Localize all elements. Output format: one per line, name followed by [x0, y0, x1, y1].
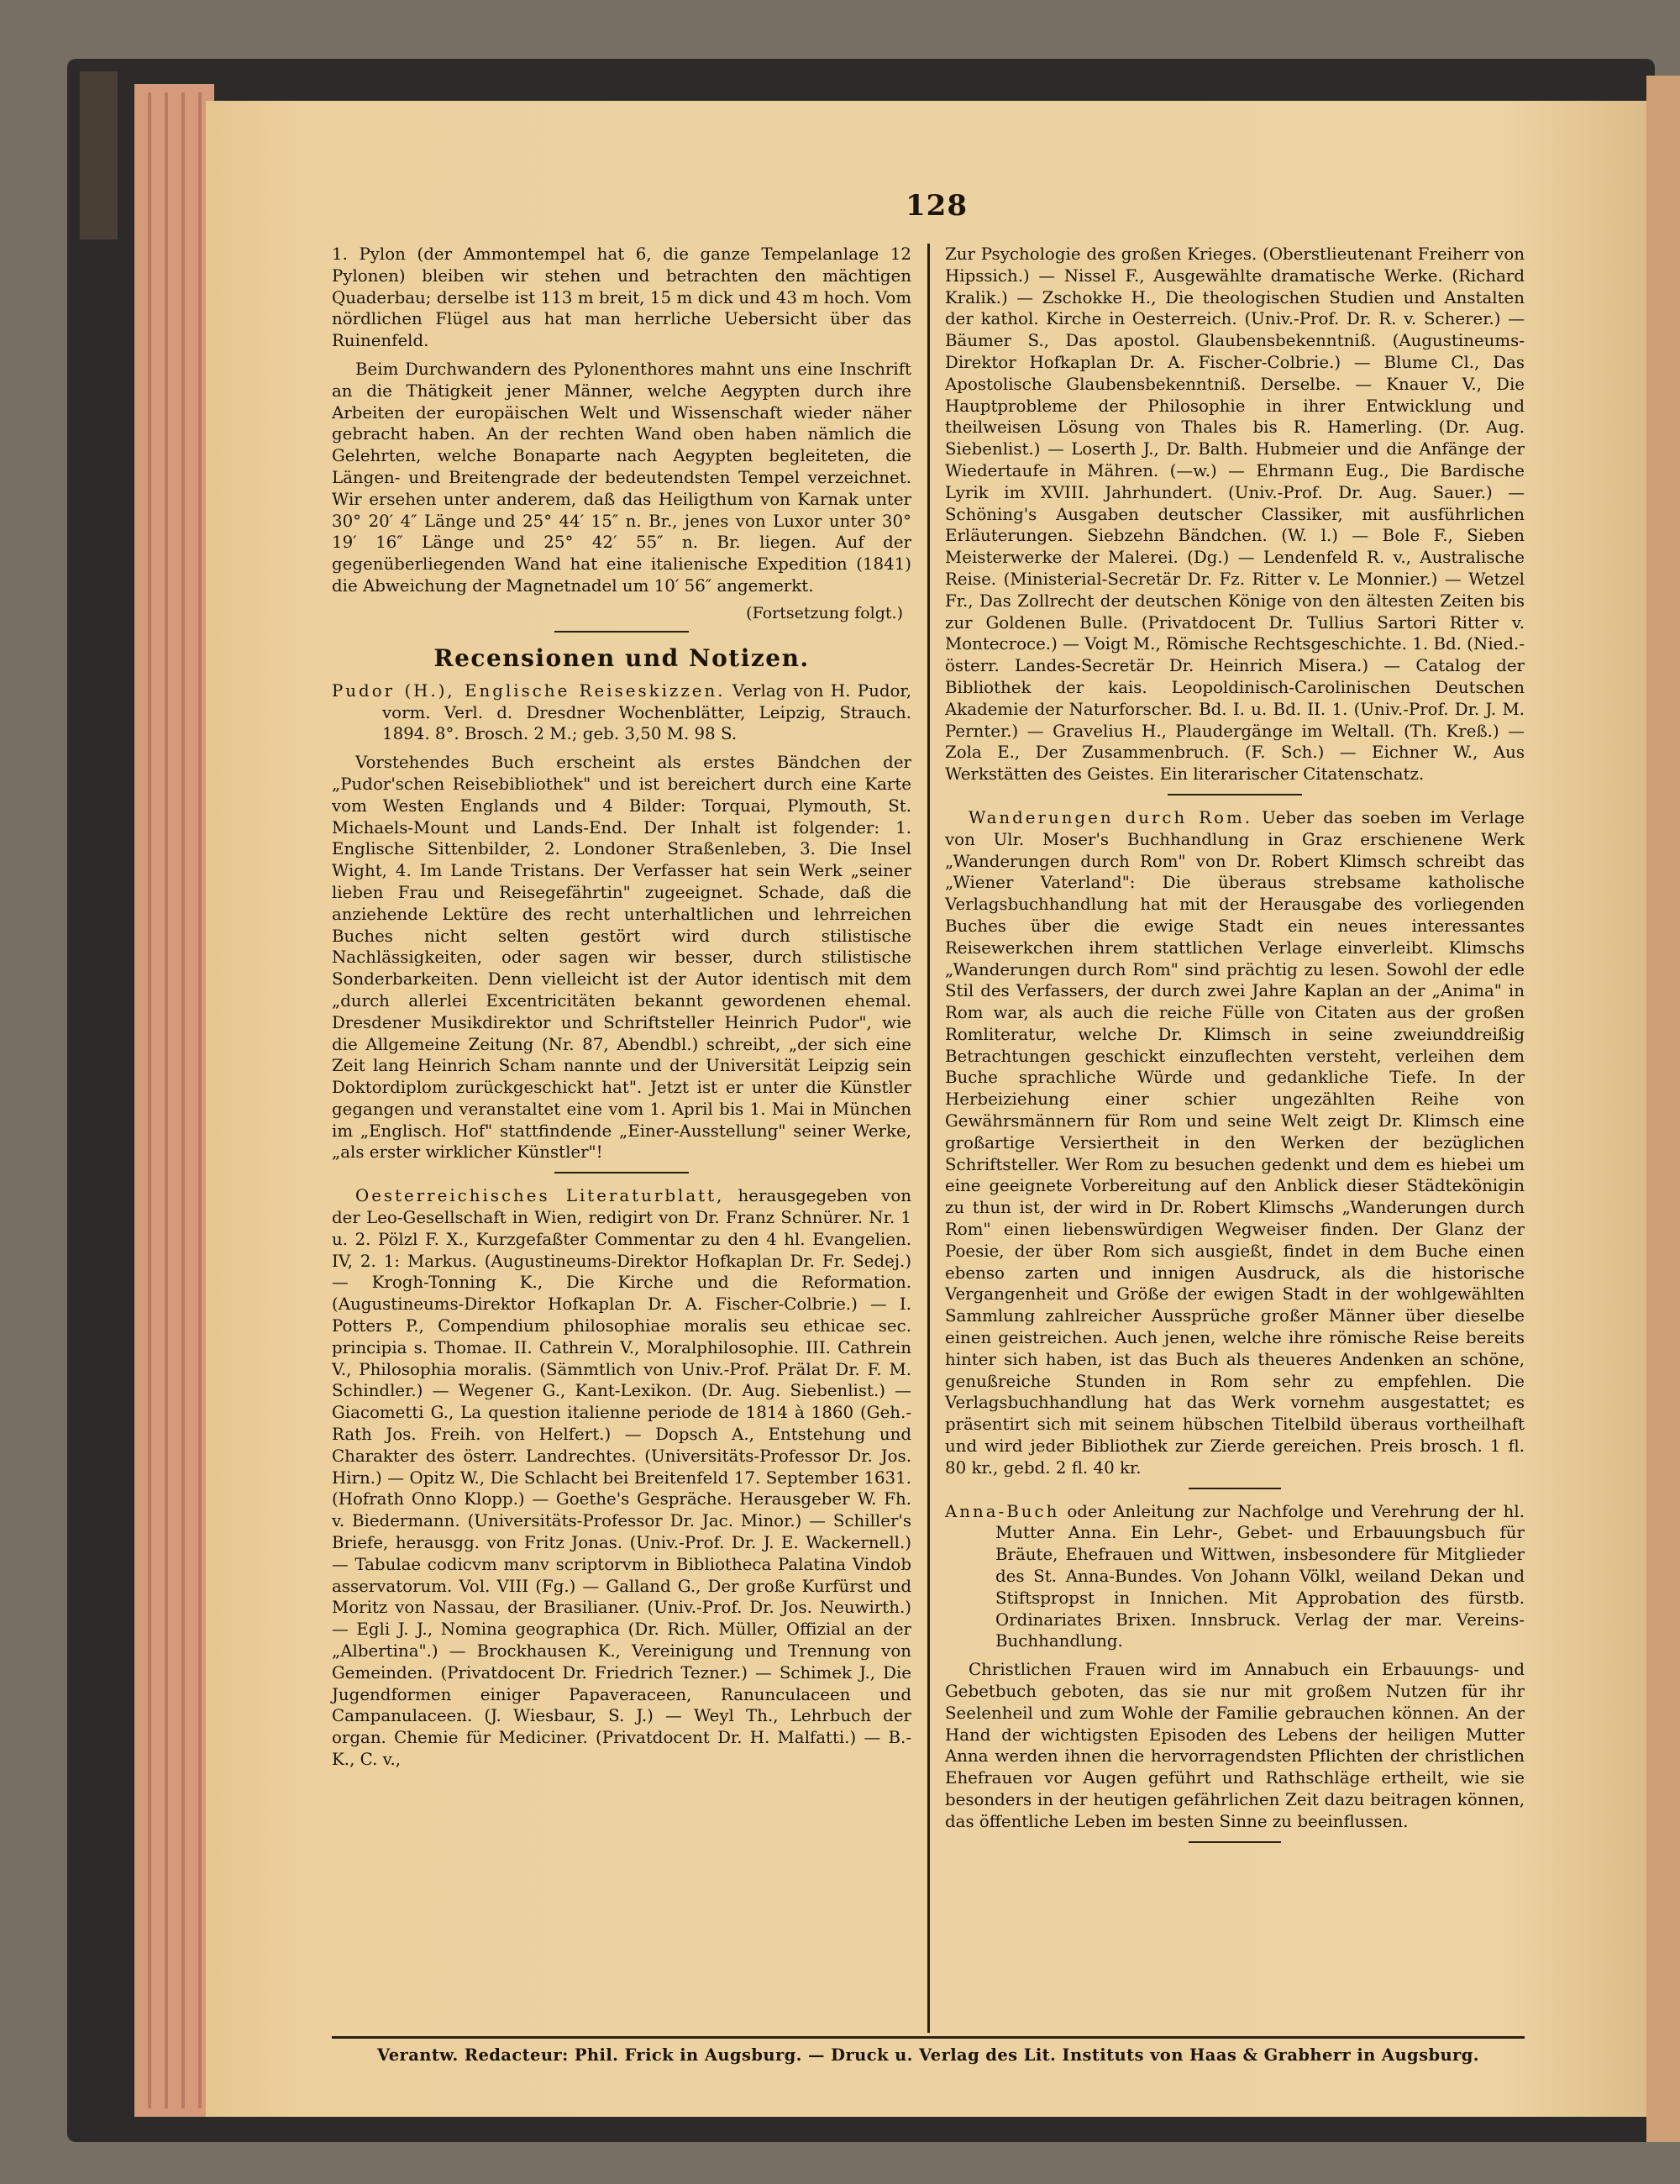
footer-rule	[332, 2036, 1525, 2039]
review-anna-header	[945, 1501, 1525, 1653]
section-heading: Recensionen und Notizen.	[433, 643, 810, 672]
review-bibliography: oder Anleitung zur Nachfolge und Verehrung der hl. Mutter Anna. Ein Lehr-, Gebet- und Erbauungsbuch für Bräute, Ehefrauen und Wittwen, insbesondere für Mitglieder des St. Anna-Bundes. Von Johann Völkl, weiland Dekan und Stiftspropst in Innichen. Mit Approbation des fürstb. Ordinariates Brixen. Innsbruck. Verlag der mar. Vereins-Buchhandlung.	[995, 1501, 1525, 1651]
continuation-note: (Fortsetzung folgt.)	[746, 603, 903, 622]
review-body: Ueber das soeben im Verlage von Ulr. Moser's Buchhandlung in Graz erschienene Werk „Wanderungen durch Rom" von Dr. Robert Klimsch schreibt das „Wiener Vaterland": Die überaus strebsame katholische Verlagsbuchhandlung hat mit der Herausgabe des vorliegenden Buches über die ewige Stadt ein neues interessantes Reisewerkchen ihrem stattlichen Verlage einverleibt. Klimschs „Wanderungen durch Rom" sind prächtig zu lesen. Sowohl der edle Stil des Verfassers, der durch zwei Jahre Kaplan an der „Anima" in Rom war, als auch die reiche Fülle von Citaten aus der großen Romliteratur, welche Dr. Klimsch in seine zweiunddreißig Betrachtungen geschickt einzuflechten versteht, verleihen dem Buche sprachliche Würde und gedankliche Tiefe. In der Herbeiziehung einer schier ungezählten Reihe von Gewährsmännern für Rom und seine Welt zeigt Dr. Klimsch eine großartige Versiertheit in den Werken der bezüglichen Schriftsteller. Wer Rom zu besuchen gedenkt und dem es hiebei um eine geeignete Vorbereitung auf den Anblick dieser Städtekönigin zu thun ist, der wird in Dr. Robert Klimschs „Wanderungen durch Rom" einen liebenswürdigen Wegweiser finden. Der Glanz der Poesie, der über Rom sich ausgießt, findet in dem Buche einen ebenso zarten und innigen Ausdruck, als die historische Vergangenheit und Größe der ewigen Stadt in der wohlgewählten Sammlung zahlreicher Aussprüche großer Männer über dieselbe einen geistreichen. Auch jenen, welche ihre römische Reise bereits hinter sich haben, ist das Buch als theueres Andenken an schöne, genußreiche Stunden in Rom sehr zu empfehlen. Die Verlagsbuchhandlung hat das Werk vornehm ausgestattet; es präsentirt sich mit seinem hübschen Titelbild überaus vortheilhaft und wird jeder Bibliothek zur Zierde gereichen. Preis brosch. 1 fl. 80 kr., gebd. 2 fl. 40 kr.	[945, 807, 1525, 1478]
review-divider	[554, 1172, 689, 1173]
imprint-footer: Verantw. Redacteur: Phil. Frick in Augsburg. — Druck u. Verlag des Lit. Instituts von Haas & Grabherr in Augsburg.	[377, 2045, 1479, 2065]
review-pudor-body: Vorstehendes Buch erscheint als erstes Bändchen der „Pudor'schen Reisebibliothek" und ist bereichert durch eine Karte vom Westen Englands und 4 Bilder: Torquai, Plymouth, St. Michaels-Mount und Lands-End. Der Inhalt ist folgender: 1. Englische Sittenbilder, 2. Londoner Straßenleben, 3. Die Insel Wight, 4. Im Lande Tristans. Der Verfasser hat sein Werk „seiner lieben Frau und Reisegefährtin" zugeeignet. Schade, daß die anziehende Lektüre des recht unterhaltlichen und lehrreichen Buches nicht selten gestört wird durch stilistische Nachlässigkeiten, oder sagen wir besser, durch stilistische Sonderbarkeiten. Denn vielleicht ist der Autor identisch mit dem „durch allerlei Excentricitäten bekannt gewordenen ehemal. Dresdener Musikdirektor und Schriftsteller Heinrich Pudor", wie die Allgemeine Zeitung (Nr. 87, Abendbl.) schreibt, „der sich eine Zeit lang Heinrich Scham nannte und der Universität Leipzig sein Doktordiplom zurückgeschickt hat". Jetzt ist er unter die Künstler gegangen und veranstaltet eine vom 1. April bis 1. Mai in München im „Englisch. Hof" stattfindende „Einer-Ausstellung" seiner Werke, „als erster wirklicher Künstler"!	[332, 753, 911, 1163]
review-title: Pudor (H.), Englische Reiseskizzen.	[332, 680, 726, 701]
review-anna-body: Christlichen Frauen wird im Annabuch ein Erbauungs- und Gebetbuch geboten, das sie nur mit großem Nutzen für ihr Seelenheil und zum Wohle der Familie gebrauchen können. An der Hand der wichtigsten Episoden des Lebens der heiligen Mutter Anna werden ihnen die hervorragendsten Pflichten der christlichen Ehefrauen vor Augen geführt und Rathschläge ertheilt, wie sie besonders in der heutigen gefährlichen Zeit dazu beitragen können, das öffentliche Leben im besten Sinne zu beeinflussen.	[945, 1660, 1525, 1831]
review-contents: herausgegeben von der Leo-Gesellschaft in Wien, redigirt von Dr. Franz Schnürer. Nr. 1 u. 2. Pölzl F. X., Kurzgefaßter Commentar zu den 4 hl. Evangelien. IV, 2. 1: Markus. (Augustineums-Direktor Hofkaplan Dr. Fr. Sedej.) — Krogh-Tonning K., Die Kirche und die Reformation. (Augustineums-Direktor Hofkaplan Dr. A. Fischer-Colbrie.) — I. Potters P., Compendium philosophiae moralis seu ethicae sec. principia s. Thomae. II. Cathrein V., Moralphilosophie. III. Cathrein V., Philosophia moralis. (Sämmtlich von Univ.-Prof. Prälat Dr. F. M. Schindler.) — Wegener G., Kant-Lexikon. (Dr. Aug. Siebenlist.) — Giacometti G., La question italienne periode de 1814 à 1860 (Geh.-Rath Jos. Freih. von Helfert.) — Dopsch A., Entstehung und Charakter des österr. Landrechtes. (Universitäts-Professor Dr. Jos. Hirn.) — Opitz W., Die Schlacht bei Breitenfeld 17. September 1631. (Hofrath Onno Klopp.) — Goethe's Gespräche. Herausgeber W. Fh. v. Biedermann. (Universitäts-Professor Dr. Jac. Minor.) — Schiller's Briefe, herausgg. von Fritz Jonas. (Univ.-Prof. Dr. J. E. Wackernell.) — Tabulae codicvm manv scriptorvm in Bibliotheca Palatina Vindob asservatorum. Vol. VIII (Fg.) — Galland G., Der große Kurfürst und Moritz von Nassau, der Brasilianer. (Univ.-Prof. Dr. Jos. Neuwirth.) — Egli J. J., Nomina geographica (Dr. Rich. Müller, Offizial an der „Albertina".) — Brockhausen K., Vereinigung und Trennung von Gemeinden. (Privatdocent Dr. Friedrich Tezner.) — Schimek J., Die Jugendformen einiger Papaveraceen, Ranunculaceen und Campanulaceen. (J. Wiesbaur, S. J.) — Weyl Th., Lehrbuch der organ. Chemie für Mediciner. (Privatdocent Dr. H. Malfatti.) — B.-K., C. v.,	[332, 1186, 911, 1769]
book-page	[214, 109, 1630, 2125]
right-column	[945, 244, 1525, 1855]
review-title: Wanderungen durch Rom.	[969, 807, 1253, 827]
review-divider	[1168, 794, 1302, 795]
review-title: Anna-Buch	[945, 1501, 1060, 1521]
left-column	[332, 244, 911, 1777]
article-continuation-paragraph: 1. Pylon (der Ammontempel hat 6, die ganze Tempelanlage 12 Pylonen) bleiben wir stehen und betrachten den mächtigen Quaderbau; derselbe ist 113 m breit, 15 m dick und 43 m hoch. Vom nördlichen Flügel aus hat man herrliche Uebersicht über das Ruinenfeld.	[332, 244, 911, 351]
end-divider	[1189, 1841, 1281, 1843]
review-literaturblatt	[332, 1185, 911, 1771]
review-pudor-header	[332, 680, 911, 745]
section-divider	[554, 631, 689, 633]
review-bibliography: Verlag von H. Pudor, vorm. Verl. d. Dresdner Wochenblätter, Leipzig, Strauch. 1894. 8°. Brosch. 2 M.; geb. 3,50 M. 98 S.	[382, 680, 911, 744]
review-rom	[945, 807, 1525, 1479]
column-rule	[927, 244, 930, 2033]
review-literaturblatt-continued: Zur Psychologie des großen Krieges. (Oberstlieutenant Freiherr von Hipssich.) — Nissel F., Ausgewählte dramatische Werke. (Richard Kralik.) — Zschokke H., Die theologischen Studien und Anstalten der kathol. Kirche in Oesterreich. (Univ.-Prof. Dr. R. v. Scherer.) — Bäumer S., Das apostol. Glaubensbekenntniß. (Augustineums-Direktor Hofkaplan Dr. A. Fischer-Colbrie.) — Blume Cl., Das Apostolische Glaubensbekenntniß. Derselbe. — Knauer V., Die Hauptprobleme der Philosophie in ihrer Entwicklung und theilweisen Lösung von Thales bis R. Hamerling. (Dr. Aug. Siebenlist.) — Loserth J., Dr. Balth. Hubmeier und die Anfänge der Wiedertaufe in Mähren. (—w.) — Ehrmann Eug., Die Bardische Lyrik im XVIII. Jahrhundert. (Univ.-Prof. Dr. Aug. Sauer.) — Schöning's Ausgaben deutscher Classiker, mit ausführlichen Erläuterungen. Siebzehn Bändchen. (W. l.) — Bole F., Sieben Meisterwerke der Malerei. (Dg.) — Lendenfeld R. v., Australische Reise. (Ministerial-Secretär Dr. Fz. Ritter v. Le Monnier.) — Wetzel Fr., Das Zollrecht der deutschen Könige von den ältesten Zeiten bis zur Goldenen Bulle. (Privatdocent Dr. Tullius Sartori Ritter v. Montecroce.) — Voigt M., Römische Rechtsgeschichte. 1. Bd. (Nied.-österr. Landes-Secretär Dr. Heinrich Misera.) — Catalog der Bibliothek der kais. Leopoldinisch-Carolinischen Deutschen Akademie der Naturforscher. Bd. I. u. Bd. II. 1. (Univ.-Prof. Dr. J. M. Pernter.) — Gravelius H., Plaudergänge im Weltall. (Th. Kreß.) — Zola E., Der Zusammenbruch. (F. Sch.) — Eichner W., Aus Werkstätten des Geistes. Ein literarischer Citatenschatz.	[945, 244, 1525, 785]
review-title: Oesterreichisches Literaturblatt,	[355, 1186, 725, 1206]
article-paragraph: Beim Durchwandern des Pylonenthores mahnt uns eine Inschrift an die Thätigkeit jener Männer, welche Aegypten durch ihre Arbeiten der europäischen Welt und Wissenschaft wieder näher gebracht haben. An der rechten Wand oben haben nämlich die Gelehrten, welche Bonaparte nach Aegypten begleiteten, die Längen- und Breitengrade der bedeutendsten Tempel verzeichnet. Wir ersehen unter anderem, daß das Heiligthum von Karnak unter 30° 20′ 4″ Länge und 25° 44′ 15″ n. Br., jenes von Luxor unter 30° 19′ 16″ Länge und 25° 42′ 55″ n. Br. liegen. Auf der gegenüberliegenden Wand hat eine italienische Expedition (1841) die Abweichung der Magnetnadel um 10′ 56″ angemerkt.	[332, 359, 911, 596]
page-number: 128	[906, 189, 968, 223]
review-divider	[1189, 1488, 1281, 1489]
